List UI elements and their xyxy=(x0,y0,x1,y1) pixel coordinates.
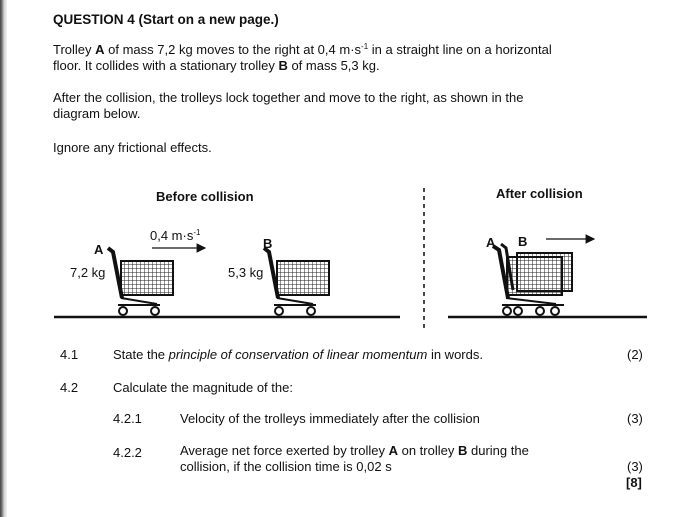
question-total-marks: [8] xyxy=(626,475,642,490)
item-4-1-text: State the principle of conservation of linear momentum in words. xyxy=(113,347,483,362)
intro-line-1: Trolley A of mass 7,2 kg moves to the right at 0,4 $m\cdot s^{-1}$ in a straight line on a horizontal xyxy=(53,42,552,57)
trolley-a xyxy=(108,248,173,315)
after-b-label: B xyxy=(518,234,528,249)
item-4-2-2-marks: (3) xyxy=(627,459,643,474)
item-4-2-2-text-1: Average net force exerted by trolley A on trolley B during the xyxy=(180,443,529,458)
item-4-1-number: 4.1 xyxy=(60,347,79,362)
item-4-2-1-number: 4.2.1 xyxy=(113,411,142,426)
collision-text-2: diagram below. xyxy=(53,106,141,121)
mass-b-label: 5,3 kg xyxy=(228,265,264,280)
velocity-label: 0,4 $m\cdot s^{-1}$ xyxy=(150,228,201,243)
trolley-b-label: B xyxy=(263,236,273,251)
item-4-2-1-text: Velocity of the trolleys immediately after the collision xyxy=(180,411,480,426)
item-4-2-1-marks: (3) xyxy=(627,411,643,426)
item-4-2-text: Calculate the magnitude of the: xyxy=(113,380,293,395)
item-4-1-marks: (2) xyxy=(627,347,643,362)
question-heading: QUESTION 4 (Start on a new page.) xyxy=(53,12,279,27)
trolley-b xyxy=(264,248,329,315)
trolleys-locked xyxy=(493,244,572,315)
trolley-a-label: A xyxy=(94,242,104,257)
item-4-2-2-number: 4.2.2 xyxy=(113,445,142,460)
after-a-label: A xyxy=(486,235,496,250)
diagram-graphics xyxy=(0,180,700,330)
mass-a-label: 7,2 kg xyxy=(70,265,106,280)
item-4-2-2-text-2: collision, if the collision time is 0,02 s xyxy=(180,459,392,474)
item-4-2-number: 4.2 xyxy=(60,380,79,395)
after-collision-title: After collision xyxy=(496,186,583,201)
collision-text-1: After the collision, the trolleys lock together and move to the right, as shown in the xyxy=(53,90,524,105)
friction-note: Ignore any frictional effects. xyxy=(53,140,212,155)
before-collision-title: Before collision xyxy=(156,189,254,204)
intro-line-2: floor. It collides with a stationary trolley B of mass 5,3 kg. xyxy=(53,58,380,73)
collision-diagram xyxy=(0,180,700,330)
